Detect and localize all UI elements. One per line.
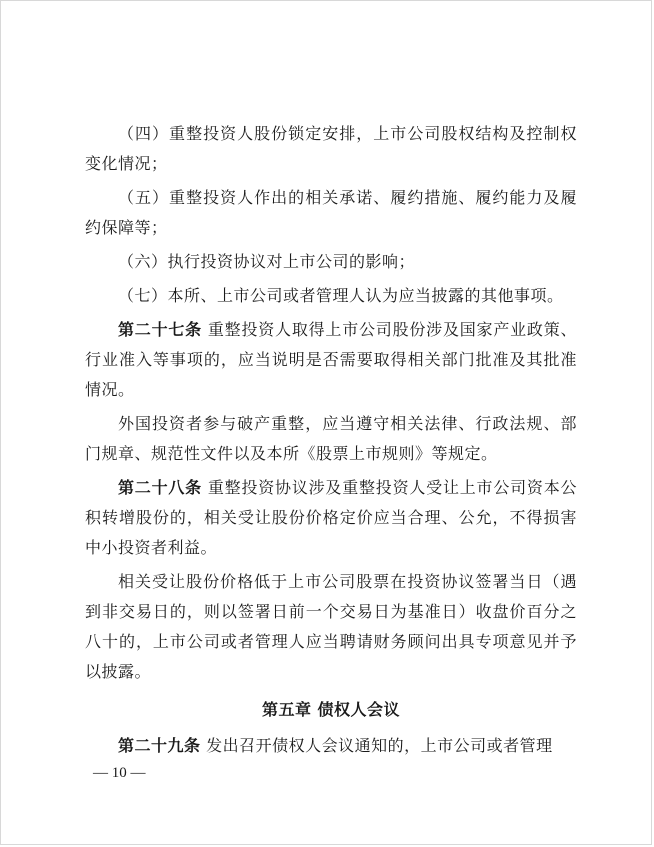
para-text: 重整投资人取得上市公司股份涉及国家产业政策、行业准入等事项的，应当说明是否需要取得相关部门批准及其批准情况。 — [85, 320, 577, 399]
article-28-para-2 — [85, 567, 577, 687]
para-text: 重整投资协议涉及重整投资人受让上市公司资本公积转增股份的，相关受让股份价格定价应当合理、公允，不得损害中小投资者利益。 — [85, 478, 577, 557]
list-item-six — [85, 247, 577, 277]
article-number: 第二十七条 — [118, 320, 202, 339]
list-item-seven — [85, 281, 577, 311]
para-text: （四）重整投资人股份锁定安排，上市公司股权结构及控制权变化情况； — [85, 124, 577, 173]
para-text: （五）重整投资人作出的相关承诺、履约措施、履约能力及履约保障等； — [85, 188, 577, 237]
document-body — [85, 119, 577, 765]
article-27 — [85, 315, 577, 405]
para-text: 外国投资者参与破产重整，应当遵守相关法律、行政法规、部门规章、规范性文件以及本所《股票上市规则》等规定。 — [85, 414, 577, 463]
para-text: 发出召开债权人会议通知的，上市公司或者管理 — [206, 736, 553, 755]
article-28 — [85, 473, 577, 563]
article-number: 第二十八条 — [118, 478, 202, 497]
list-item-four — [85, 119, 577, 179]
para-text: （七）本所、上市公司或者管理人认为应当披露的其他事项。 — [118, 286, 564, 305]
article-27-para-2 — [85, 409, 577, 469]
list-item-five — [85, 183, 577, 243]
article-number: 第二十九条 — [118, 736, 201, 755]
para-text: （六）执行投资协议对上市公司的影响； — [118, 252, 416, 271]
chapter-title: 第五章 债权人会议 — [261, 700, 401, 719]
article-29 — [85, 731, 577, 761]
page-number: — 10 — — [93, 765, 146, 781]
para-text: 相关受让股份价格低于上市公司股票在投资协议签署当日（遇到非交易日的，则以签署日前一个交易日为基准日）收盘价百分之八十的，上市公司或者管理人应当聘请财务顾问出具专项意见并予以披露。 — [85, 572, 577, 681]
